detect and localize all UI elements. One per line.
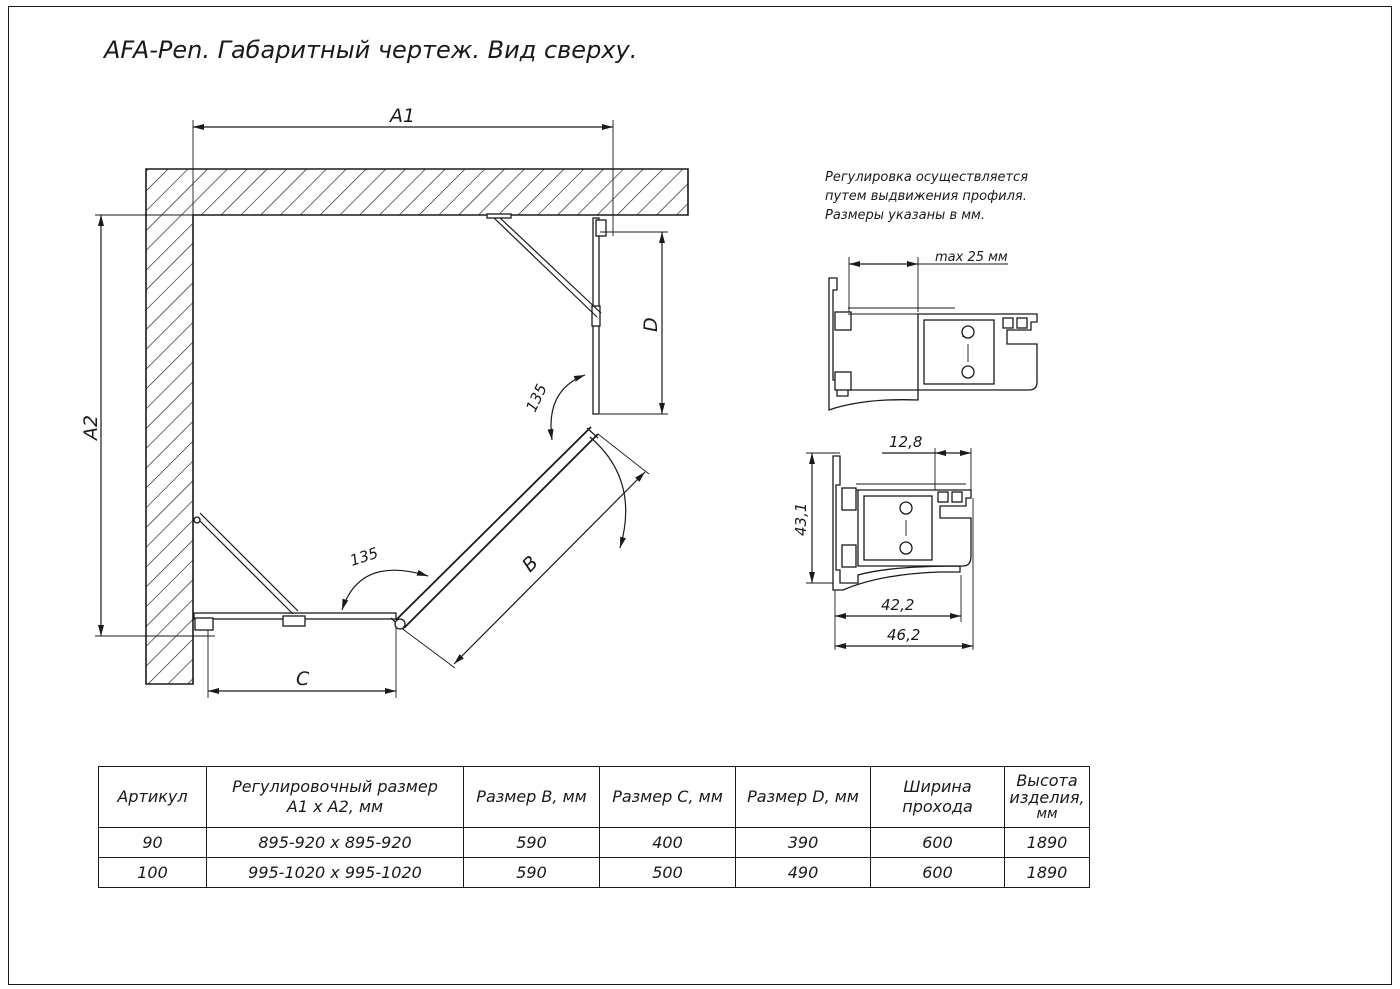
dim-43-1-label: 43,1 xyxy=(792,502,810,536)
header-size-d: Размер D, мм xyxy=(736,767,871,828)
header-article: Артикул xyxy=(99,767,207,828)
header-size-b: Размер B, мм xyxy=(464,767,600,828)
door-swing-arc xyxy=(590,437,626,548)
cell-adjust: 895-920 x 895-920 xyxy=(207,828,464,858)
header-adjust: Регулировочный размер A1 x A2, мм xyxy=(207,767,464,828)
header-height: Высота изделия, мм xyxy=(1005,767,1090,828)
right-wall-profile xyxy=(596,220,606,236)
b-label: B xyxy=(517,551,543,577)
cell-b: 590 xyxy=(464,858,600,888)
a2-label: A2 xyxy=(80,414,102,440)
note-line-1: Регулировка осуществляется xyxy=(825,170,1029,185)
table-row xyxy=(99,828,1090,858)
d-label: D xyxy=(640,317,662,332)
cell-adjust: 995-1020 x 995-1020 xyxy=(207,858,464,888)
cell-article: 90 xyxy=(99,828,207,858)
adjustment-note xyxy=(825,170,1028,223)
b-dimension-line xyxy=(454,472,645,664)
note-line-2: путем выдвижения профиля. xyxy=(825,189,1027,204)
spec-table xyxy=(98,766,1090,888)
note-line-3: Размеры указаны в мм. xyxy=(825,208,985,223)
c-label: C xyxy=(296,668,310,690)
header-size-c: Размер C, мм xyxy=(600,767,736,828)
angle-label-bottom: 135 xyxy=(347,543,381,570)
a1-label: A1 xyxy=(390,105,416,127)
profile-detail-top xyxy=(829,250,1037,410)
b-extension-bottom xyxy=(404,630,455,668)
dim-12-8-label: 12,8 xyxy=(889,433,923,451)
wall-top xyxy=(146,169,688,684)
cell-c: 500 xyxy=(600,858,736,888)
angle-arc-bottom xyxy=(342,570,428,610)
plan-view xyxy=(80,105,688,698)
angle-label-top: 135 xyxy=(522,381,551,415)
dim-42-2-label: 42,2 xyxy=(881,596,915,614)
diagonal-door xyxy=(396,427,591,620)
cell-height: 1890 xyxy=(1005,828,1090,858)
dim-46-2-label: 46,2 xyxy=(887,626,921,644)
max-label: max 25 мм xyxy=(935,250,1008,265)
cell-width: 600 xyxy=(871,828,1005,858)
cell-c: 400 xyxy=(600,828,736,858)
drawing-title: AFA-Pen. Габаритный чертеж. Вид сверху. xyxy=(104,36,638,64)
left-support-bar xyxy=(196,517,293,614)
right-support-bar xyxy=(493,217,597,317)
header-width: Ширина прохода xyxy=(871,767,1005,828)
right-support-bracket xyxy=(487,214,511,218)
table-row xyxy=(99,858,1090,888)
left-wall-profile xyxy=(195,618,213,630)
table-header-row xyxy=(99,767,1090,828)
cell-width: 600 xyxy=(871,858,1005,888)
profile-detail-bottom xyxy=(792,433,973,650)
cell-d: 390 xyxy=(736,828,871,858)
left-hinge xyxy=(283,616,305,626)
cell-height: 1890 xyxy=(1005,858,1090,888)
angle-arc-top xyxy=(551,375,585,440)
door-pivot-bottom xyxy=(395,619,405,629)
cell-article: 100 xyxy=(99,858,207,888)
cell-d: 490 xyxy=(736,858,871,888)
cell-b: 590 xyxy=(464,828,600,858)
